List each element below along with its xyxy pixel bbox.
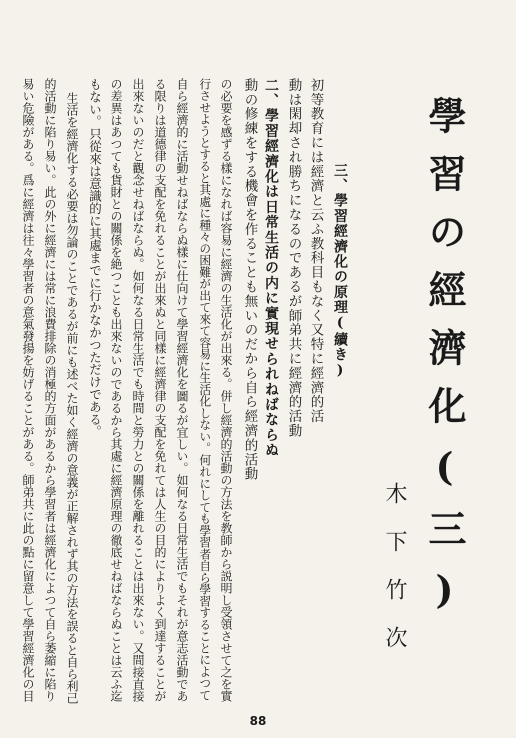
body-line: 出來ないのだと觀念せねばならぬ。如何なる日常生活でも時間と勞力との關係を離れることは出來ない。又間接直接 <box>131 78 145 702</box>
body-line: の差異はあつても貨財との關係を絶つことも出來ないのであるから其處に經濟原理の徹底せねばならぬことは云ふ迄 <box>109 78 123 702</box>
body-line: もない。只從來は意識的に其處までに行かなかつただけである。 <box>87 78 103 438</box>
body-line: 自ら經濟的に活動せねばならぬ樣に仕向けて學習經濟化を圖るが宜しい。如何なる日常生活でもそれが意志活動であ <box>175 78 189 702</box>
body-line: 動の修練をする機會を作ることも無いのだから自ら經濟的活動 <box>241 78 258 482</box>
body-line: る限りは道德律の支配を免れることが出來ぬと同樣に經濟律の支配を免れては人生の目的によりよく到達することが <box>153 78 167 702</box>
section-2-heading: 二、學習經濟化は日常生活の内に實現せられねばならぬ <box>263 78 279 458</box>
body-line: 易い危險がある。爲に經濟は往々學習者の意氣發揚を妨げることがある。師弟共に此の點に留意して學習經濟化の目 <box>21 78 35 702</box>
body-line: 生活を經濟化する必要は勿論のことであるが前にも述べた如く經濟の意義が正解されず其の方法を誤ると自ら利己 <box>65 92 79 704</box>
section-3-heading: 三、學習經濟化の原理(續き) <box>332 163 348 380</box>
article-title: 學習の經濟化(三) <box>422 96 467 632</box>
body-line: 行させようとすると其處に種々の困難が出て來て容易に生活化しない。何れにしても學習者自ら學習することによつて <box>197 78 212 701</box>
page-number: 88 <box>249 714 267 728</box>
section-3-line: 初等教育には經濟と云ふ教科目もなく又特に經濟的活 <box>307 78 324 424</box>
author-name: 木下竹次 <box>382 482 407 674</box>
body-line: の必要を感ずる樣になれば容易に經濟の生活化が出來る。併し經濟的活動の方法を教師から説明し受領させて之を實 <box>219 78 233 702</box>
section-3-line: 動は閑却され勝ちになるのであるが師弟共に經濟的活動 <box>285 78 302 438</box>
body-line: 的活動に陷り易い。此の外に經濟には常に浪費排除の消極的方面があるから學習者は經濟化によつて自ら萎縮に陷り <box>43 78 57 702</box>
